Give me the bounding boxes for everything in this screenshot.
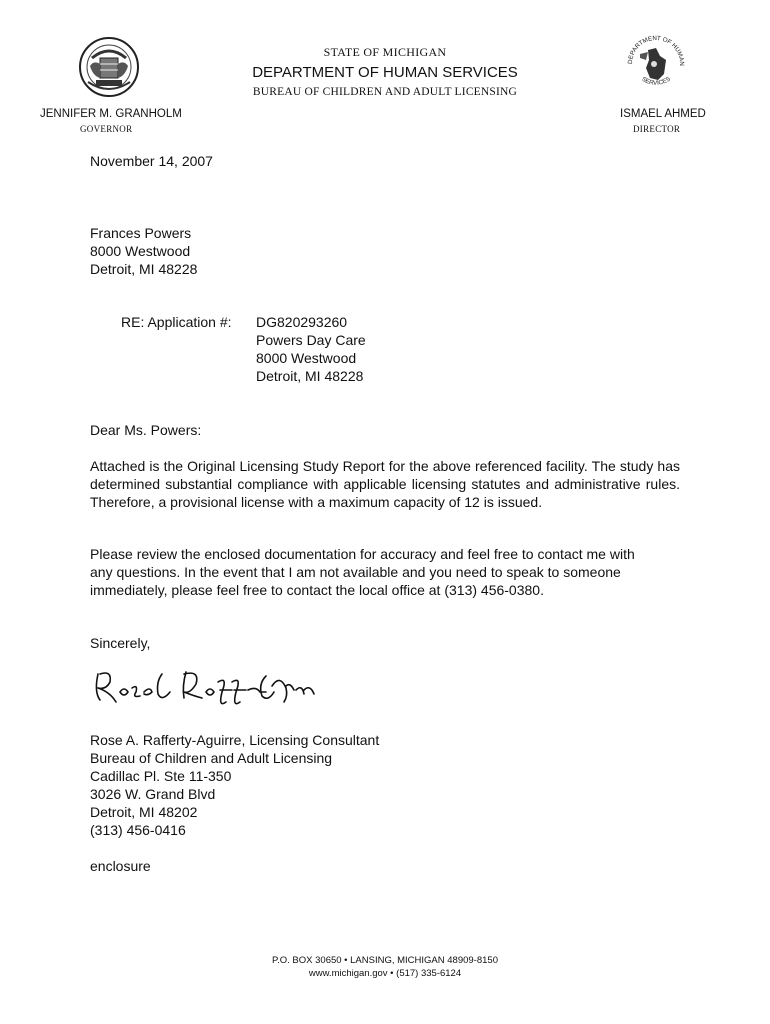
director-name: ISMAEL AHMED (620, 108, 706, 120)
state-of-michigan-heading: STATE OF MICHIGAN (323, 45, 447, 59)
governor-title: GOVERNOR (80, 124, 133, 134)
sender-line: Rose A. Rafferty-Aguirre, Licensing Consultant (90, 732, 380, 748)
paragraph-contact (90, 545, 680, 599)
footer-contact: www.michigan.gov • (517) 335-6124 (308, 968, 462, 979)
sender-line: 3026 W. Grand Blvd (90, 786, 216, 802)
paragraph-license-study: Attached is the Original Licensing Study Report for the above referenced facility. The study has determined substantial compliance with applicable licensing statutes and administrative rules. Therefore, a provisional license with a maximum capacity of 12 is issued. (90, 458, 680, 510)
paragraph-line: Please review the enclosed documentation for accuracy and feel free to contact me with (90, 546, 635, 562)
bureau-heading: BUREAU OF CHILDREN AND ADULT LICENSING (252, 86, 518, 98)
footer-address: P.O. BOX 30650 • LANSING, MICHIGAN 48909-8150 (272, 955, 498, 966)
handwritten-signature (90, 662, 320, 710)
svg-text:DEPARTMENT OF HUMAN: DEPARTMENT OF HUMAN (626, 34, 686, 66)
sender-line: Bureau of Children and Adult Licensing (90, 750, 333, 766)
paragraph-line: immediately, please feel free to contact the local office at (313) 456-0380. (90, 582, 544, 598)
recipient-line: Frances Powers (90, 225, 192, 241)
closing: Sincerely, (90, 635, 151, 651)
re-line: Powers Day Care (256, 332, 366, 348)
recipient-address (90, 224, 197, 278)
governor-name: JENNIFER M. GRANHOLM (40, 108, 182, 120)
re-line: Detroit, MI 48228 (256, 368, 364, 384)
re-line: DG820293260 (256, 314, 348, 330)
letter-date: November 14, 2007 (90, 153, 213, 169)
recipient-line: Detroit, MI 48228 (90, 261, 198, 277)
sender-block (90, 731, 379, 839)
paragraph-line: any questions. In the event that I am not available and you need to speak to someone (90, 564, 621, 580)
re-line: 8000 Westwood (256, 350, 357, 366)
re-details (256, 313, 366, 385)
re-label: RE: Application #: (121, 314, 232, 330)
enclosure-note: enclosure (90, 858, 151, 874)
director-title: DIRECTOR (633, 124, 681, 134)
salutation: Dear Ms. Powers: (90, 422, 202, 438)
department-heading: DEPARTMENT OF HUMAN SERVICES (252, 64, 518, 81)
recipient-line: 8000 Westwood (90, 243, 191, 259)
sender-line: (313) 456-0416 (90, 822, 186, 838)
sender-line: Detroit, MI 48202 (90, 804, 198, 820)
sender-line: Cadillac Pl. Ste 11-350 (90, 768, 232, 784)
svg-text:SERVICES: SERVICES (640, 75, 672, 87)
